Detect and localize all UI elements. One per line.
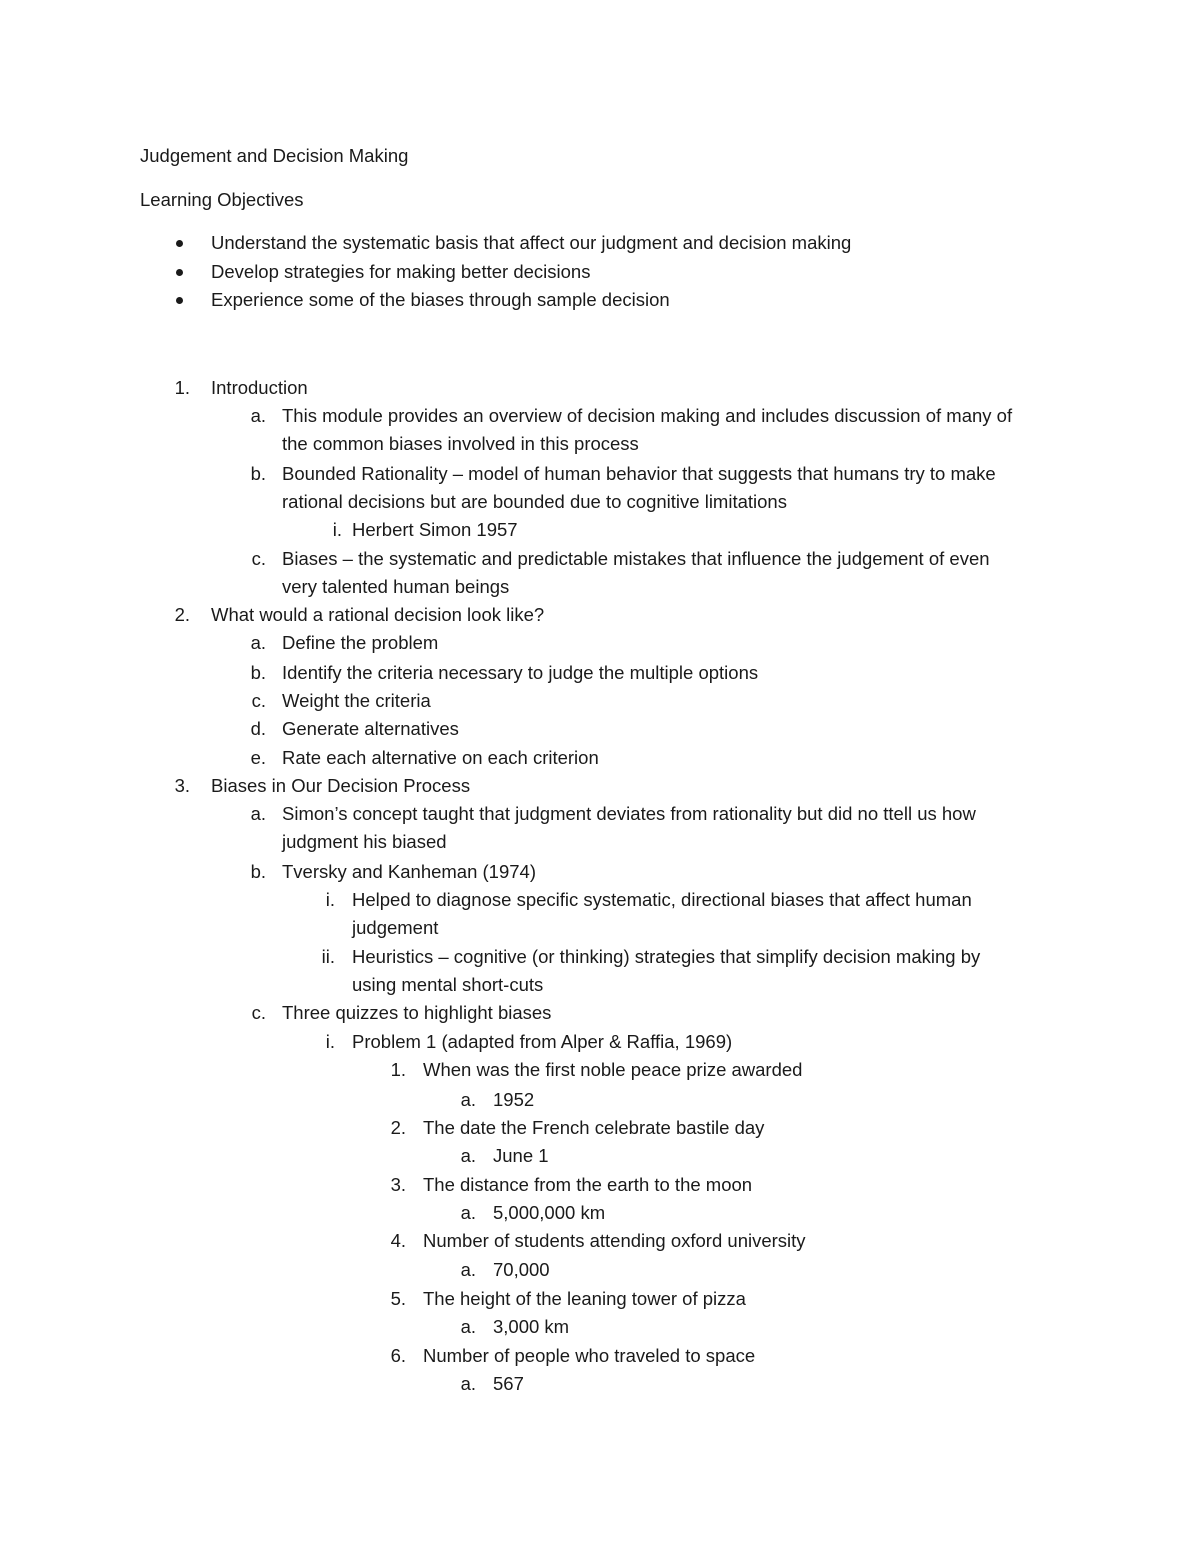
item-text: 1952 (493, 1089, 535, 1110)
item-marker: b. (250, 463, 266, 484)
section-marker: 1. (174, 377, 190, 398)
item-marker: e. (250, 747, 266, 768)
item-text: 70,000 (493, 1259, 550, 1280)
item-text: Bounded Rationality – model of human behavior that suggests that humans try to make (282, 463, 996, 484)
item-text: 3,000 km (493, 1316, 570, 1337)
item-text: Number of students attending oxford university (423, 1230, 806, 1251)
item-text: Generate alternatives (282, 718, 459, 739)
page-title: Judgement and Decision Making (140, 145, 409, 166)
item-marker: a. (460, 1145, 476, 1166)
item-marker: a. (460, 1089, 476, 1110)
item-marker: i. (332, 519, 342, 540)
item-text: 5,000,000 km (493, 1202, 606, 1223)
item-marker: c. (251, 690, 266, 711)
item-marker: a. (460, 1259, 476, 1280)
item-text: judgment his biased (282, 831, 447, 852)
item-marker: b. (250, 662, 266, 683)
item-marker: ii. (321, 946, 335, 967)
item-marker: i. (325, 1031, 335, 1052)
item-marker: c. (251, 1002, 266, 1023)
item-text: Heuristics – cognitive (or thinking) strategies that simplify decision making by (352, 946, 981, 967)
item-marker: 6. (390, 1345, 406, 1366)
item-text: using mental short-cuts (352, 974, 544, 995)
item-text: Tversky and Kanheman (1974) (282, 861, 536, 882)
item-marker: 5. (390, 1288, 406, 1309)
item-text: When was the first noble peace prize awarded (423, 1059, 803, 1080)
item-text: rational decisions but are bounded due to cognitive limitations (282, 491, 787, 512)
item-text: Number of people who traveled to space (423, 1345, 756, 1366)
item-text: Define the problem (282, 632, 439, 653)
item-text: very talented human beings (282, 576, 510, 597)
item-text: Biases – the systematic and predictable mistakes that influence the judgement of even (282, 548, 990, 569)
item-text: judgement (352, 917, 439, 938)
item-text: Herbert Simon 1957 (352, 519, 518, 540)
item-text: Simon’s concept taught that judgment deviates from rationality but did no ttell us how (282, 803, 976, 824)
item-marker: 1. (390, 1059, 406, 1080)
item-text: The height of the leaning tower of pizza (423, 1288, 746, 1309)
item-text: Weight the criteria (282, 690, 431, 711)
item-marker: 4. (390, 1230, 406, 1251)
item-text: The date the French celebrate bastile day (423, 1117, 765, 1138)
item-marker: b. (250, 861, 266, 882)
item-marker: 2. (390, 1117, 406, 1138)
item-marker: a. (250, 632, 266, 653)
item-text: Problem 1 (adapted from Alper & Raffia, 1969) (352, 1031, 733, 1052)
bullet-icon (176, 240, 183, 247)
item-marker: a. (250, 405, 266, 426)
section-label: What would a rational decision look like? (211, 604, 545, 625)
section-label: Biases in Our Decision Process (211, 775, 471, 796)
item-text: The distance from the earth to the moon (423, 1174, 753, 1195)
bullet-icon (176, 269, 183, 276)
objective-item: Experience some of the biases through sample decision (211, 289, 670, 310)
item-text: Helped to diagnose specific systematic, directional biases that affect human (352, 889, 972, 910)
item-marker: a. (460, 1202, 476, 1223)
section-marker: 2. (174, 604, 190, 625)
item-text: Three quizzes to highlight biases (282, 1002, 552, 1023)
item-text: 567 (493, 1373, 524, 1394)
objective-item: Understand the systematic basis that affect our judgment and decision making (211, 232, 852, 253)
bullet-icon (176, 297, 183, 304)
item-text: Rate each alternative on each criterion (282, 747, 599, 768)
item-text: Identify the criteria necessary to judge the multiple options (282, 662, 759, 683)
section-marker: 3. (174, 775, 190, 796)
item-marker: i. (325, 889, 335, 910)
objectives-heading: Learning Objectives (140, 189, 304, 210)
item-marker: a. (250, 803, 266, 824)
item-text: the common biases involved in this process (282, 433, 639, 454)
item-marker: 3. (390, 1174, 406, 1195)
item-text: June 1 (493, 1145, 549, 1166)
item-marker: a. (460, 1373, 476, 1394)
item-marker: c. (251, 548, 266, 569)
objective-item: Develop strategies for making better decisions (211, 261, 591, 282)
item-marker: a. (460, 1316, 476, 1337)
item-marker: d. (250, 718, 266, 739)
section-label: Introduction (211, 377, 308, 398)
item-text: This module provides an overview of decision making and includes discussion of many of (282, 405, 1013, 426)
